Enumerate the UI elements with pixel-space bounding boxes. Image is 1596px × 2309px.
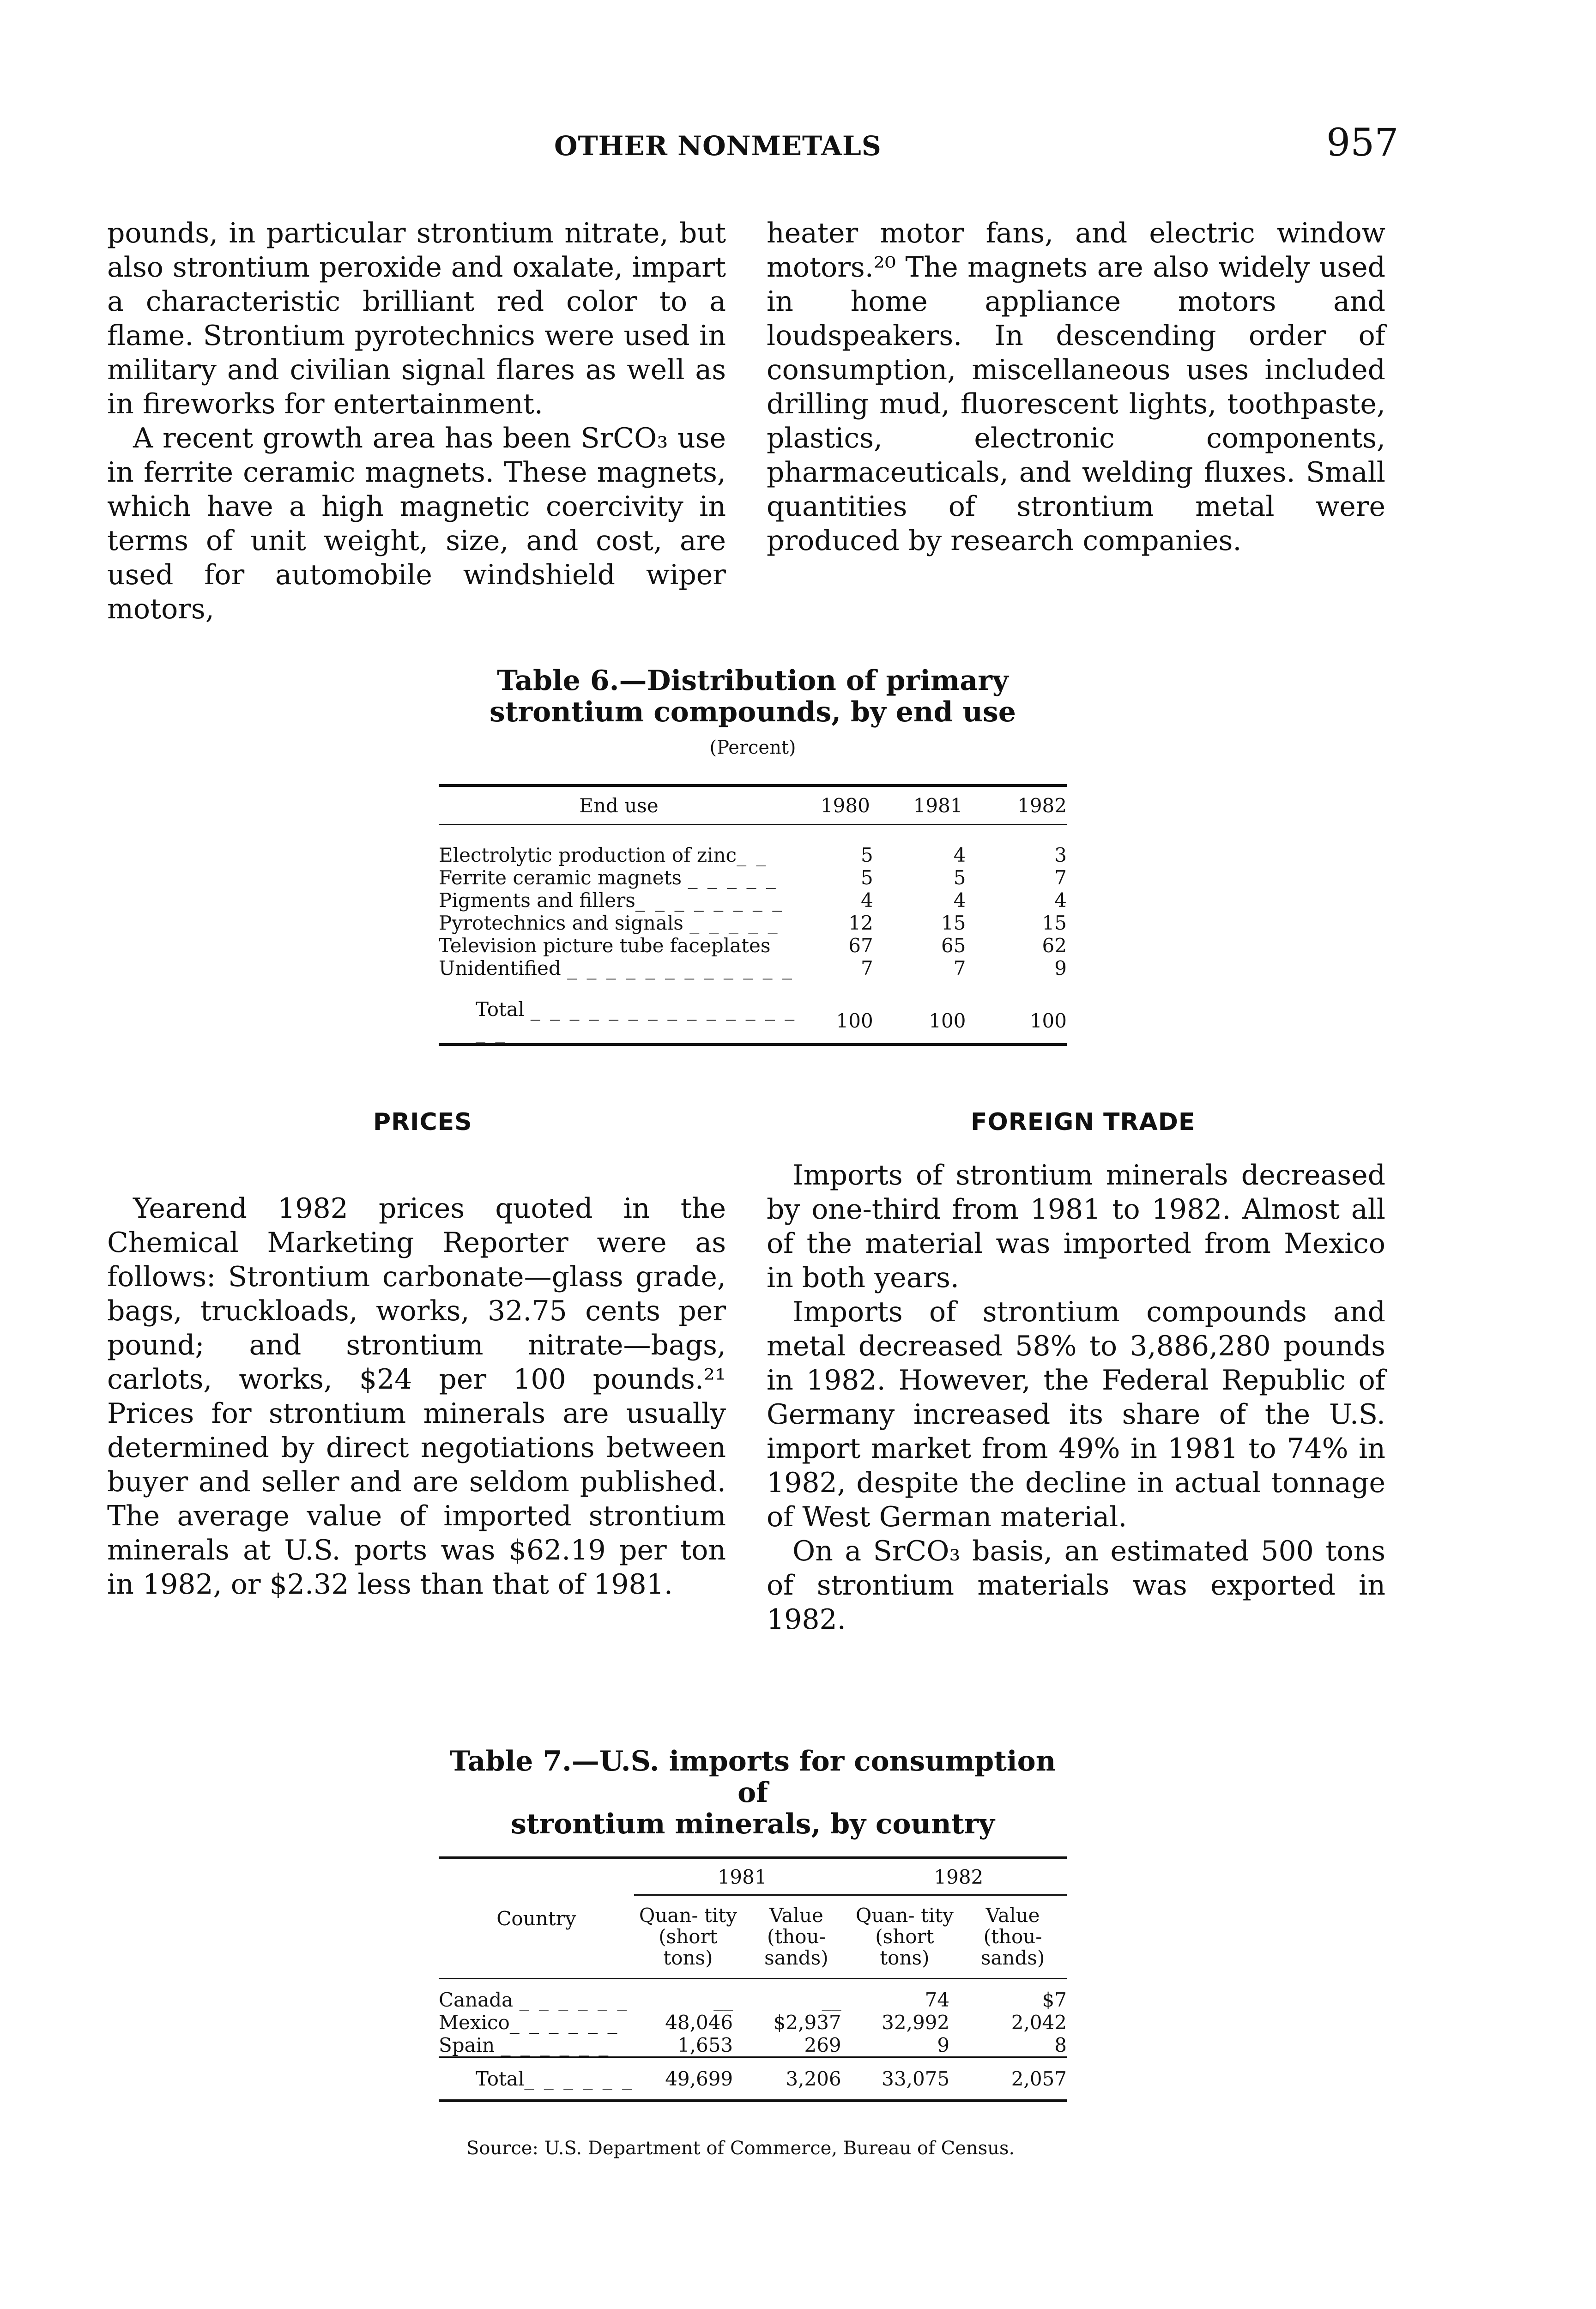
row-label: Television picture tube faceplates	[439, 934, 771, 957]
leader-dots: _ _ _ _ _ _	[501, 2034, 611, 2056]
cell: 1,653	[677, 2034, 733, 2056]
table-row	[439, 889, 1067, 912]
row-label: Total	[476, 998, 525, 1021]
table7-source-note: Source: U.S. Department of Commerce, Bureau of Census.	[466, 2138, 1015, 2159]
cell: 74	[925, 1989, 950, 2011]
table7-col-header: Value (thou- sands)	[980, 1904, 1045, 1969]
table-row	[439, 2034, 1067, 2057]
table-row	[439, 934, 1067, 957]
cell: 7	[860, 957, 873, 979]
table6-grid	[439, 784, 1067, 1046]
cell: 5	[860, 844, 873, 866]
row-label: Electrolytic production of zinc	[439, 844, 737, 866]
cell: 100	[1029, 1009, 1067, 1032]
cell: 65	[941, 934, 966, 957]
table6-col-header: 1982	[1017, 794, 1067, 817]
cell: 3	[1054, 844, 1067, 866]
table7-title	[439, 1746, 1067, 1840]
upper-left-column	[107, 216, 726, 626]
cell: __	[822, 1989, 841, 2011]
cell: 9	[937, 2034, 950, 2056]
cell: 5	[953, 866, 966, 889]
table7-col-header: Quan- tity (short tons)	[639, 1904, 737, 1969]
table-total-row	[439, 2057, 1067, 2101]
table-row	[439, 2011, 1067, 2034]
leader-dots: _ _	[737, 844, 768, 866]
cell: 100	[836, 1009, 873, 1032]
table7	[439, 1746, 1067, 2159]
cell: 100	[929, 1009, 966, 1032]
row-label: Spain	[439, 2034, 495, 2056]
cell: 2,042	[1011, 2011, 1067, 2034]
table6-title-line2: strontium compounds, by end use	[490, 696, 1016, 728]
cell: 67	[848, 934, 873, 957]
cell: 32,992	[882, 2011, 950, 2034]
table-row	[439, 912, 1067, 934]
cell: 8	[1054, 2034, 1067, 2056]
running-head: OTHER NONMETALS	[554, 130, 882, 162]
cell: 3,206	[786, 2067, 841, 2090]
section-heading-prices: PRICES	[373, 1108, 472, 1136]
table7-col-header: Quan- tity (short tons)	[855, 1904, 954, 1969]
cell: 269	[804, 2034, 841, 2056]
paragraph: heater motor fans, and electric window motors.²⁰ The magnets are also widely used in home appliance motors and loudspeakers. In descending order of consumption, miscellaneous uses included drilling mud, fluorescent lights, toothpaste, plastics, electronic components, pharmaceuticals, and welding fluxes. Small quantities of strontium metal were produced by research companies.	[767, 217, 1385, 557]
leader-dots: _ _ _ _ _ _ _ _ _ _ _ _	[567, 957, 794, 979]
cell: 49,699	[665, 2067, 733, 2090]
upper-right-column	[767, 216, 1385, 558]
leader-dots: _ _ _ _ _	[689, 912, 780, 934]
cell: __	[713, 1989, 733, 2011]
paragraph: Imports of strontium compounds and metal decreased 58% to 3,886,280 pounds in 1982. However, the Federal Republic of Germany increased its share of the U.S. import market from 49% in 1981 to 74% in 1982, despite the decline in actual tonnage of West German material.	[767, 1296, 1385, 1533]
cell: 2,057	[1011, 2067, 1067, 2090]
table-row	[439, 866, 1067, 889]
table7-title-line1: Table 7.—U.S. imports for consumption of	[449, 1745, 1056, 1809]
table6	[439, 665, 1067, 1046]
table7-grid	[439, 1856, 1067, 2102]
paragraph: Yearend 1982 prices quoted in the Chemical Marketing Reporter were as follows: Strontium carbonate—glass grade, bags, truckloads, works, 32.75 cents per pound; and strontium nitrate—bags, carlots, works, $24 per 100 pounds.²¹ Prices for strontium minerals are usually determined by direct negotiations between buyer and seller and are seldom published. The average value of imported strontium minerals at U.S. ports was $62.19 per ton in 1982, or $2.32 less than that of 1981.	[107, 1192, 726, 1601]
leader-dots: _ _ _ _ _ _ _ _ _ _ _ _ _ _ _ _	[476, 998, 797, 1043]
cell: 12	[848, 912, 873, 934]
leader-dots: _ _ _ _ _ _ _ _	[635, 889, 784, 912]
page-number: 957	[1326, 121, 1399, 165]
prices-column	[107, 1191, 726, 1602]
table7-title-line2: strontium minerals, by country	[511, 1808, 995, 1840]
table6-col-header: 1980	[820, 794, 870, 817]
paragraph: pounds, in particular strontium nitrate, but also strontium peroxide and oxalate, impart a characteristic brilliant red color to a flame. Strontium pyrotechnics were used in military and civilian signal flares as well as in fireworks for entertainment.	[107, 217, 726, 420]
table6-title	[439, 665, 1067, 728]
cell: 7	[953, 957, 966, 979]
row-label: Unidentified	[439, 957, 561, 979]
table7-col-header: Value (thou- sands)	[764, 1904, 828, 1969]
row-label: Canada	[439, 1989, 514, 2011]
table7-col-header: Country	[496, 1907, 576, 1930]
cell: 4	[860, 889, 873, 912]
row-label: Total	[476, 2067, 525, 2090]
table-row	[439, 844, 1067, 866]
cell: 7	[1054, 866, 1067, 889]
row-label: Ferrite ceramic magnets	[439, 866, 682, 889]
table7-year-header: 1982	[851, 1858, 1067, 1895]
row-label: Mexico	[439, 2011, 510, 2034]
section-heading-foreign-trade: FOREIGN TRADE	[971, 1108, 1196, 1136]
table7-year-header: 1981	[634, 1858, 851, 1895]
paragraph: On a SrCO₃ basis, an estimated 500 tons of strontium materials was exported in 1982.	[767, 1535, 1385, 1636]
cell: 9	[1054, 957, 1067, 979]
cell: $2,937	[773, 2011, 841, 2034]
cell: 5	[860, 866, 873, 889]
leader-dots: _ _ _ _ _ _	[524, 2067, 634, 2090]
table6-unit: (Percent)	[709, 737, 796, 758]
paragraph: A recent growth area has been SrCO₃ use in ferrite ceramic magnets. These magnets, which have a high magnetic coercivity in terms of unit weight, size, and cost, are used for automobile windshield wiper motors,	[107, 422, 726, 625]
row-label: Pigments and fillers	[439, 889, 635, 912]
foreign-trade-column	[767, 1158, 1385, 1637]
leader-dots: _ _ _ _ _ _	[509, 2011, 619, 2034]
cell: 62	[1042, 934, 1067, 957]
table6-col-header: 1981	[913, 794, 963, 817]
cell: 15	[1042, 912, 1067, 934]
cell: 4	[953, 889, 966, 912]
table-total-row	[439, 998, 1067, 1045]
leader-dots: _ _ _ _ _ _	[519, 1989, 629, 2011]
paragraph: Imports of strontium minerals decreased by one-third from 1981 to 1982. Almost all of the material was imported from Mexico in both years.	[767, 1159, 1385, 1294]
table-row	[439, 957, 1067, 979]
table6-col-header: End use	[579, 794, 659, 817]
cell: 15	[941, 912, 966, 934]
table6-title-line1: Table 6.—Distribution of primary	[497, 665, 1009, 697]
cell: $7	[1042, 1989, 1067, 2011]
cell: 33,075	[882, 2067, 950, 2090]
cell: 4	[1054, 889, 1067, 912]
row-label: Pyrotechnics and signals	[439, 912, 683, 934]
cell: 4	[953, 844, 966, 866]
leader-dots: _ _ _ _ _	[688, 866, 778, 889]
cell: 48,046	[665, 2011, 733, 2034]
table-row	[439, 1989, 1067, 2011]
